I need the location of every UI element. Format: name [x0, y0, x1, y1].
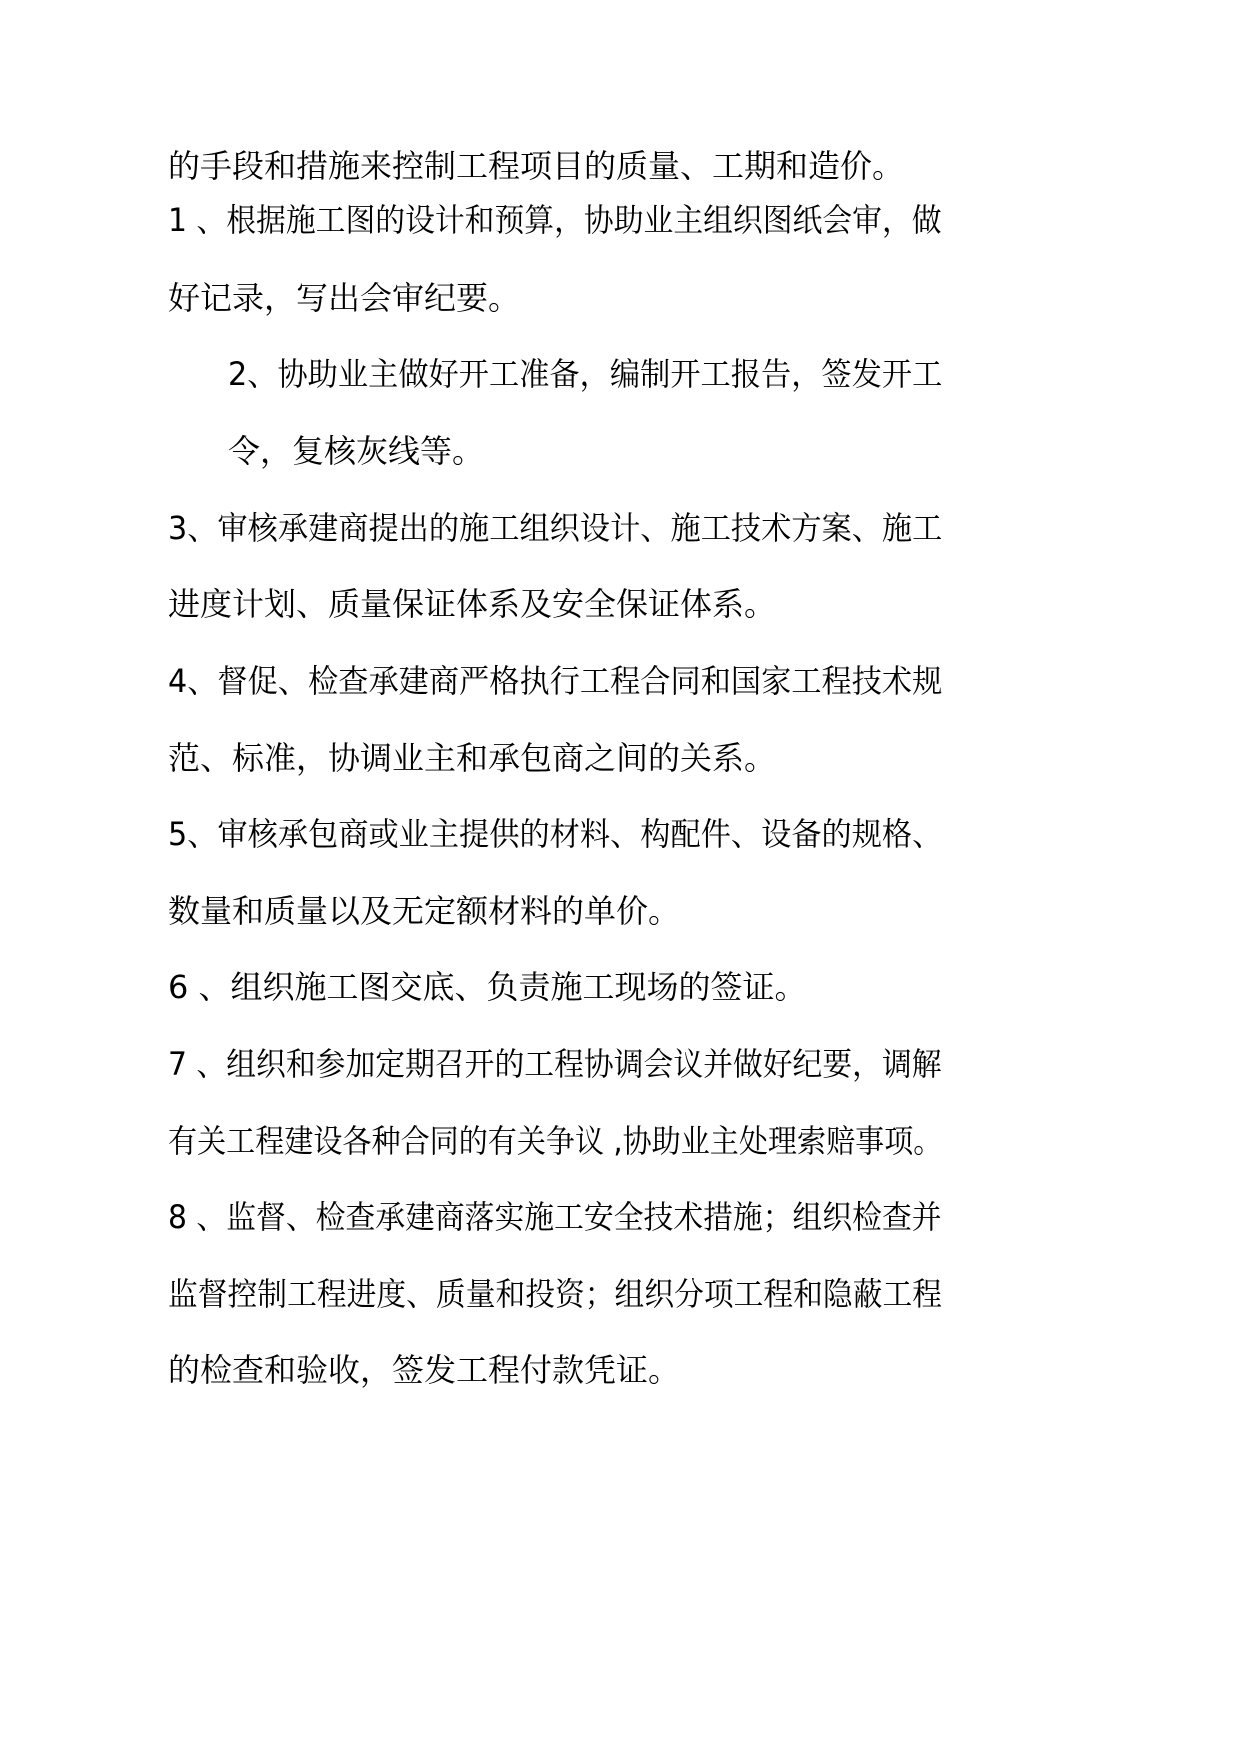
text-line-2: 1 、根据施工图的设计和预算，协助业主组织图纸会审，做 [168, 201, 942, 239]
text-line-13: 7 、组织和参加定期召开的工程协调会议并做好纪要，调解 [168, 1045, 942, 1083]
text-line-10: 5、审核承包商或业主提供的材料、构配件、设备的规格、 [168, 815, 943, 853]
text-line-8: 4、督促、检查承建商严格执行工程合同和国家工程技术规 [168, 662, 943, 700]
text-line-12: 6 、组织施工图交底、负责施工现场的签证。 [168, 968, 807, 1006]
text-line-9: 范、标准，协调业主和承包商之间的关系。 [168, 739, 777, 777]
text-line-3: 好记录，写出会审纪要。 [168, 279, 521, 317]
text-line-17: 的检查和验收，签发工程付款凭证。 [168, 1351, 681, 1389]
text-line-7: 进度计划、质量保证体系及安全保证体系。 [168, 585, 777, 623]
text-line-11: 数量和质量以及无定额材料的单价。 [168, 892, 681, 930]
text-line-1: 的手段和措施来控制工程项目的质量、工期和造价。 [168, 147, 905, 185]
text-line-16: 监督控制工程进度、质量和投资；组织分项工程和隐蔽工程 [168, 1275, 943, 1313]
text-line-6: 3、审核承建商提出的施工组织设计、施工技术方案、施工 [168, 509, 943, 547]
text-line-15: 8 、监督、检查承建商落实施工安全技术措施；组织检查并 [168, 1198, 942, 1236]
text-line-5: 令，复核灰线等。 [228, 432, 485, 470]
text-line-4: 2、协助业主做好开工准备，编制开工报告，签发开工 [228, 355, 943, 393]
text-line-14: 有关工程建设各种合同的有关争议 ,协助业主处理索赔事项。 [168, 1122, 943, 1160]
